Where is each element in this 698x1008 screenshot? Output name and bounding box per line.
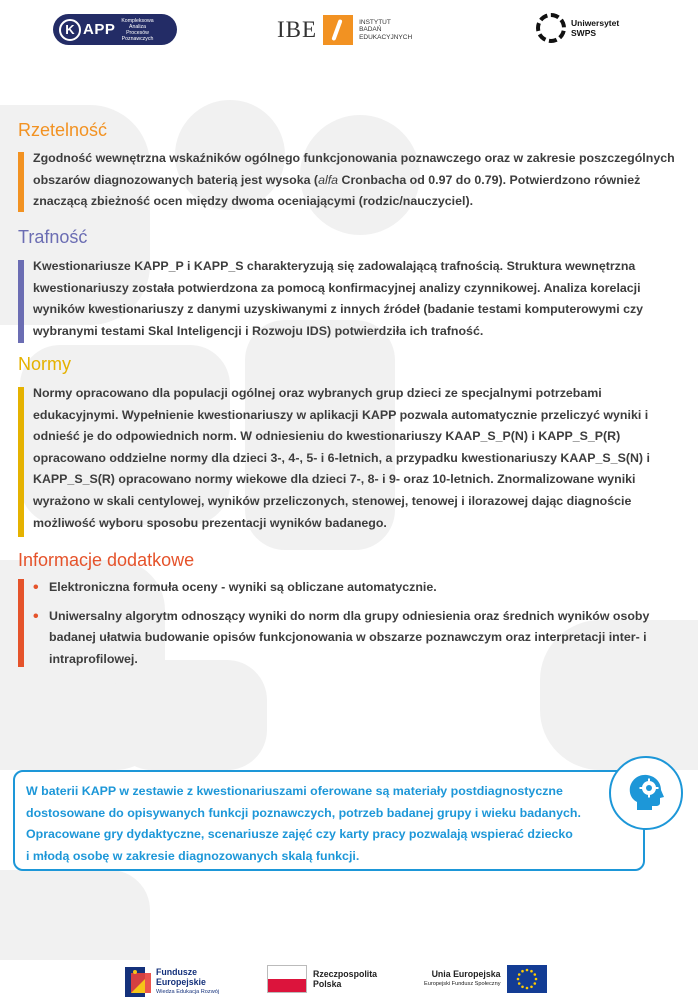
ibe-logo-word: IBE [277,17,318,42]
info-box [13,770,645,871]
kapp-logo [53,14,177,45]
list-item: • Elektroniczna formuła oceny - wyniki są obliczane automatycznie. [33,577,683,599]
swps-logo-text: Uniwersytet SWPS [571,18,620,38]
ibe-logo [277,13,412,47]
fundusze-europejskie-text: Fundusze Europejskie Wiedza Edukacja Rozwój [156,967,220,995]
poland-flag-icon [267,965,307,993]
unia-europejska-text: Unia Europejska Europejski Fundusz Społeczny [424,969,501,987]
head-gear-icon [609,756,683,830]
fundusze-europejskie-logo [125,965,219,999]
rzeczpospolita-polska-text: Rzeczpospolita Polska [313,969,378,989]
list-item: • Uniwersalny algorytm odnoszący wyniki do norm dla grupy odniesienia oraz średnich wyników osoby badanej ułatwia budowanie opisów funkcjonowania w obszarze poznawczym oraz interpretacji inter- i intraprofilowej. [33,606,683,671]
section-text-trafnosc: Kwestionariusze KAPP_P i KAPP_S charakteryzują się zadowalającą trafnością. Struktura wewnętrzna kwestionariuszy została potwierdzona za pomocą konfirmacyjnej analizy czynnikowej. Analiza korelacji wyników kwestionariuszy z danymi uzyskiwanymi z innych źródeł (badanie testami komputerowymi czy wybranymi testami Skal Inteligencji i Rozwoju IDS) potwierdziła ich trafność. [33,259,644,338]
watermark-shape [112,660,267,770]
eu-flag-icon [507,965,547,993]
watermark-shape [0,870,150,960]
section-title-normy: Normy [18,354,71,374]
section-text-normy: Normy opracowano dla populacji ogólnej oraz wybranych grup dzieci ze specjalnymi potrzebami edukacyjnymi. Wypełnienie kwestionariuszy w aplikacji KAPP pozwala automatycznie przeliczyć wyniki i odnieść je do odpowiednich norm. W odniesieniu do kwestionariuszy KAAP_S_P(N) i KAPP_S_P(R) opracowano oddzielne normy dla dzieci 3-, 4-, 5- i 6-letnich, a przypadku kwestionariuszy KAAP_S_S(N) i KAPP_S_S(R) opracowano normy wiekowe dla dzieci 7-, 8- i 9- oraz 10-letnich. Znormalizowane wyniki wyrażono w skali centylowej, wyników przeliczonych, stenowej, tenowej i ilorazowej dając diagnoście możliwość wyboru sposobu prezentacji wyników badanego. [33,386,650,530]
swps-logo-icon [536,13,566,43]
section-bar-rzetelnosc [18,152,24,212]
info-box-text: W baterii KAPP w zestawie z kwestionariuszami oferowane są materiały postdiagnostyczne dostosowane do opisywanych funkcji poznawczych, potrzeb badanej grupy i wieku badanych. Opracowane gry dydaktyczne, scenariusze zajęć czy karty pracy pozwalają wspierać dziecko i młodą osobę w zakresie diagnozowanych skalą funkcji. [26,784,581,863]
kapp-logo-word: APP [83,21,116,38]
section-bar-normy [18,387,24,537]
section-title-informacje: Informacje dodatkowe [18,550,195,570]
ibe-logo-icon [323,15,353,45]
swps-logo [536,13,619,43]
section-bar-trafnosc [18,260,24,343]
kapp-logo-mark: K [59,19,81,41]
rzeczpospolita-polska-logo [267,965,377,993]
ibe-logo-subtitle: INSTYTUT BADAŃ EDUKACYJNYCH [359,18,413,41]
header [0,0,698,62]
section-title-trafnosc: Trafność [18,227,88,247]
kapp-logo-subtitle: Kompleksowa Analiza Procesów Poznawczych [121,17,154,42]
section-text-rzetelnosc: Zgodność wewnętrzna wskaźników ogólnego funkcjonowania poznawczego oraz w zakresie poszczególnych obszarów diagnozowanych baterią jest wysoka (alfa Cronbacha od 0.97 do 0.79). Potwierdzono również znaczącą zbieżność ocen między dwoma oceniającymi (rodzic/nauczyciel). [33,151,675,209]
section-bar-informacje [18,579,24,667]
unia-europejska-logo [424,965,547,993]
section-list-informacje [33,577,683,670]
section-title-rzetelnosc: Rzetelność [18,120,108,140]
fundusze-europejskie-icon [125,965,151,999]
